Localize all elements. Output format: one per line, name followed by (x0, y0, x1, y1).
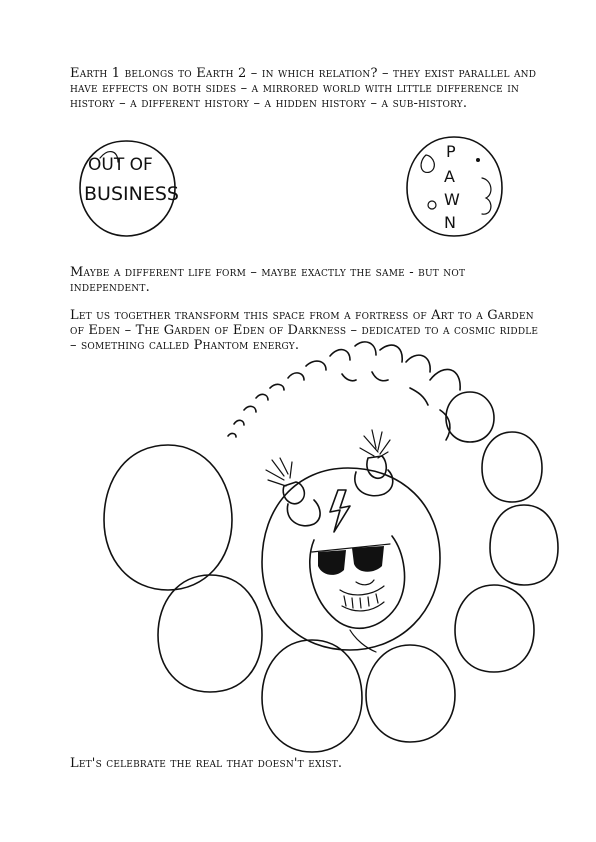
sunglasses-face-icon (310, 536, 405, 652)
pawn-letter-n: N (444, 213, 456, 232)
paragraph-celebrate: Let's celebrate the real that doesn't exist. (70, 756, 343, 771)
pawn-letter-a: A (444, 167, 455, 186)
lightning-bolt-icon (330, 490, 350, 532)
paragraph-garden: Let us together transform this space from a fortress of Art to a Garden of Eden – The Garden of Eden of Darkness – dedicated to a cosmic riddle – something called Phantom energy. (70, 308, 539, 353)
pawn-badge (407, 137, 502, 236)
pawn-letter-p: P (446, 142, 456, 161)
badge-text-line1: OUT OF (88, 155, 153, 175)
paragraph-life-form: Maybe a different life form – maybe exactly the same - but not independent. (70, 265, 466, 295)
paragraph-intro: Earth 1 belongs to Earth 2 – in which relation? – they exist parallel and have effects on both sides – a mirrored world with little difference in history – a different history – a hidden history – a sub-history. (70, 66, 537, 111)
badge-text-line2: BUSINESS (84, 183, 179, 205)
pawn-letter-w: W (444, 190, 460, 209)
flower-illustration (104, 342, 558, 752)
out-of-business-badge (80, 141, 179, 236)
